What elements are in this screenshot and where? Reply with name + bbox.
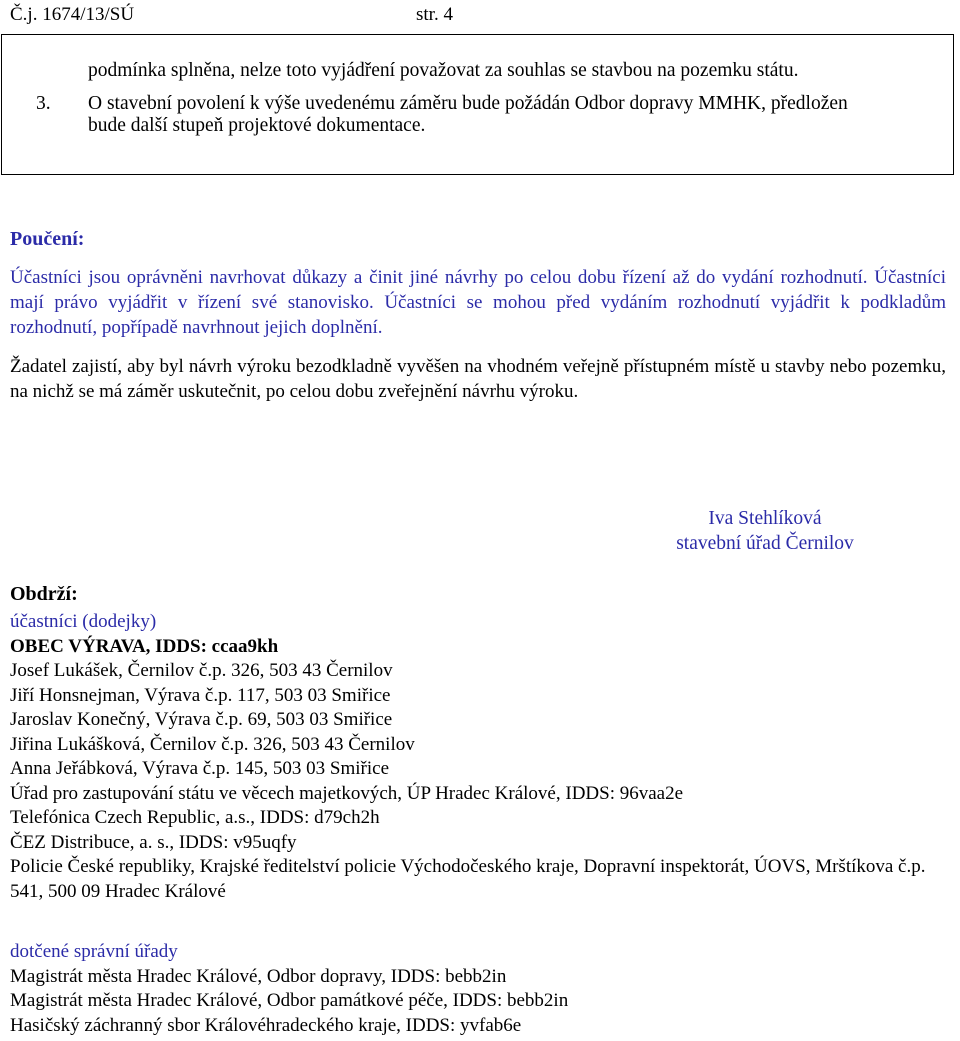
document-reference-number: Č.j. 1674/13/SÚ xyxy=(10,4,135,25)
list-item: Telefónica Czech Republic, a.s., IDDS: d79ch2h xyxy=(10,807,380,828)
signatory-name: Iva Stehlíková xyxy=(708,508,822,529)
condition-3-line-1: O stavební povolení k výše uvedenému záměru bude požádán Odbor dopravy MMHK, předložen xyxy=(88,93,848,114)
condition-3-line-2: bude další stupeň projektové dokumentace. xyxy=(88,115,426,136)
signatory-office: stavební úřad Černilov xyxy=(676,533,854,554)
condition-3-number: 3. xyxy=(36,93,51,114)
recipients-group-title: dotčené správní úřady xyxy=(10,941,178,962)
recipients-group-authorities xyxy=(10,940,568,1038)
page-number: str. 4 xyxy=(416,4,453,25)
list-item: Jaroslav Konečný, Výrava č.p. 69, 503 03 Smiřice xyxy=(10,709,393,730)
list-item: Úřad pro zastupování státu ve věcech majetkových, ÚP Hradec Králové, IDDS: 96vaa2e xyxy=(10,782,684,804)
list-item: Jiřina Lukášková, Černilov č.p. 326, 503 43 Černilov xyxy=(10,733,415,755)
recipients-group-title: účastníci (dodejky) xyxy=(10,611,157,632)
instruction-paragraph-rights: Účastníci jsou oprávněni navrhovat důkazy a činit jiné návrhy po celou dobu řízení až do vydání rozhodnutí. Účastníci mají právo vyjádřit v řízení své stanovisko. Účastníci se mohou před vydáním rozhodnutí vyjádřit k podkladům rozhodnutí, popřípadě navrhnout jejich doplnění. xyxy=(10,267,946,338)
list-item: Hasičský záchranný sbor Královéhradeckého kraje, IDDS: yvfab6e xyxy=(10,1014,522,1036)
condition-continuation: podmínka splněna, nelze toto vyjádření považovat za souhlas se stavbou na pozemku státu. xyxy=(88,60,799,81)
signature-block xyxy=(640,506,890,556)
list-item: Magistrát města Hradec Králové, Odbor dopravy, IDDS: bebb2in xyxy=(10,965,507,987)
list-item: Josef Lukášek, Černilov č.p. 326, 503 43 Černilov xyxy=(10,660,393,681)
list-item: OBEC VÝRAVA, IDDS: ccaa9kh xyxy=(10,635,279,657)
recipients-heading: Obdrží: xyxy=(10,583,78,605)
list-item: ČEZ Distribuce, a. s., IDDS: v95uqfy xyxy=(10,831,297,853)
instruction-heading: Poučení: xyxy=(10,228,85,250)
list-item: Jiří Honsnejman, Výrava č.p. 117, 503 03 Smiřice xyxy=(10,684,391,706)
list-item: Magistrát města Hradec Králové, Odbor památkové péče, IDDS: bebb2in xyxy=(10,990,569,1011)
list-item: Anna Jeřábková, Výrava č.p. 145, 503 03 Smiřice xyxy=(10,758,390,779)
recipients-group-participants xyxy=(10,610,950,904)
instruction-paragraph-posting: Žadatel zajistí, aby byl návrh výroku bezodkladně vyvěšen na vhodném veřejně přístupném místě u stavby nebo pozemku, na nichž se má záměr uskutečnit, po celou dobu zveřejnění návrhu výroku. xyxy=(10,356,946,402)
list-item: Policie České republiky, Krajské ředitelství policie Východočeského kraje, Dopravní inspektorát, ÚOVS, Mrštíkova č.p. 541, 500 09 Hradec Králové xyxy=(10,856,926,902)
